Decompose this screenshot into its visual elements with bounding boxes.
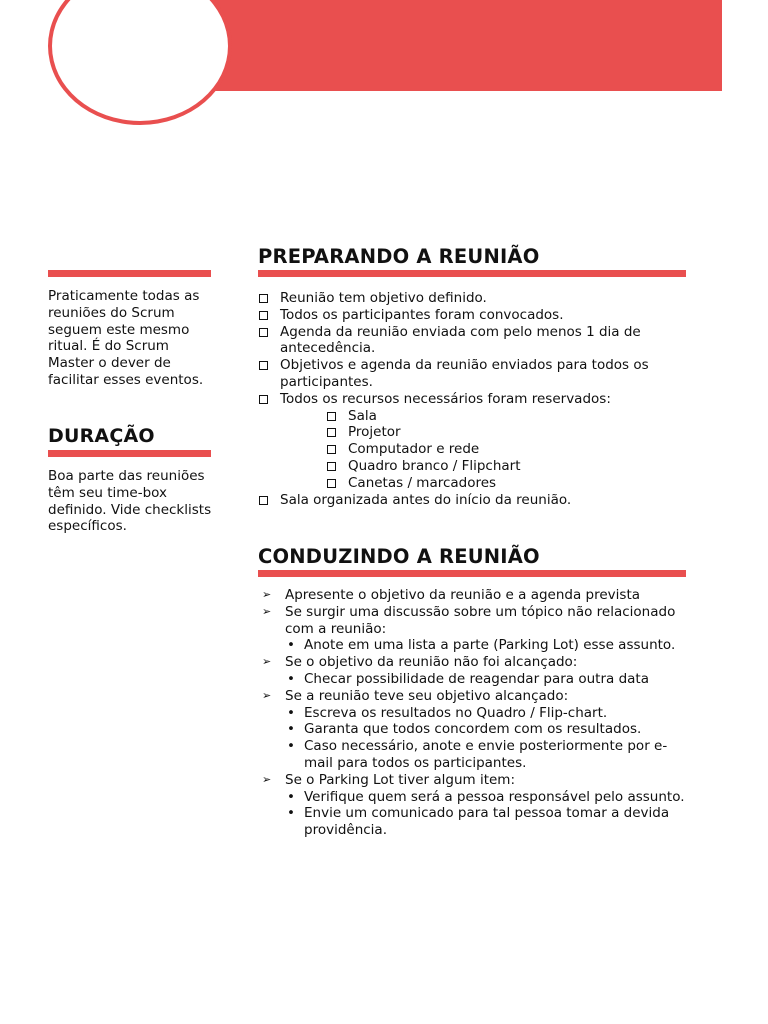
step-sublist (285, 637, 692, 654)
checkbox-icon (259, 328, 268, 337)
checkbox-icon (259, 395, 268, 404)
sub-item (285, 738, 692, 772)
resource-item (326, 475, 698, 492)
bullet-dot-icon: • (287, 637, 295, 654)
conducting-divider (258, 570, 686, 577)
checklist-item-text: Sala organizada antes do início da reunião. (280, 491, 572, 508)
duration-divider (48, 450, 211, 457)
duration-text: Boa parte das reuniões têm seu time-box definido. Vide checklists específicos. (48, 468, 212, 535)
checklist-item-text: Reunião tem objetivo definido. (280, 290, 487, 306)
step-sublist (285, 705, 692, 772)
step-item (262, 604, 692, 654)
sub-item-text: Anote em uma lista a parte (Parking Lot) esse assunto. (304, 637, 676, 654)
arrow-bullet-icon: ➢ (262, 772, 272, 786)
checkbox-icon (259, 311, 268, 320)
sub-item (285, 637, 692, 654)
arrow-bullet-icon: ➢ (262, 655, 272, 669)
checklist-item (258, 324, 698, 358)
checkbox-icon (327, 479, 336, 488)
arrow-bullet-icon: ➢ (262, 688, 272, 702)
bullet-dot-icon: • (287, 788, 295, 805)
checkbox-icon (259, 361, 268, 370)
sub-item-text: Caso necessário, anote e envie posteriormente por e-mail para todos os participantes. (304, 738, 668, 771)
resource-item-text: Canetas / marcadores (348, 474, 497, 491)
checklist-item-text: Objetivos e agenda da reunião enviados para todos os participantes. (280, 357, 649, 390)
step-text: Se o Parking Lot tiver algum item: (285, 771, 516, 788)
resource-item-text: Quadro branco / Flipchart (348, 457, 521, 474)
step-item (262, 587, 692, 604)
checklist-item-text: Todos os participantes foram convocados. (280, 306, 564, 323)
checkbox-icon (327, 462, 336, 471)
checklist-item (258, 357, 698, 391)
duration-heading: DURAÇÃO (48, 425, 155, 447)
bullet-dot-icon: • (287, 805, 295, 822)
conducting-heading: CONDUZINDO A REUNIÃO (258, 545, 540, 568)
sidebar-divider (48, 270, 211, 277)
resource-item (326, 441, 698, 458)
step-sublist (285, 671, 692, 688)
arrow-bullet-icon: ➢ (262, 588, 272, 601)
resource-item-text: Sala (348, 407, 377, 424)
bullet-dot-icon: • (287, 721, 295, 738)
checklist-item (258, 290, 698, 307)
bullet-dot-icon: • (287, 738, 295, 755)
checkbox-icon (259, 294, 268, 303)
checkbox-icon (327, 445, 336, 454)
resource-item (326, 424, 698, 441)
sub-item (285, 721, 692, 738)
step-item (262, 654, 692, 688)
checklist-item-text: Agenda da reunião enviada com pelo menos 1 dia de antecedência. (280, 323, 641, 357)
sub-item-text: Checar possibilidade de reagendar para outra data (304, 670, 650, 687)
checkbox-icon (259, 496, 268, 505)
header-color-bar (212, 0, 722, 91)
checklist-item (258, 391, 698, 492)
step-text: Apresente o objetivo da reunião e a agenda prevista (285, 587, 641, 603)
sub-item-text: Garanta que todos concordem com os resultados. (304, 721, 642, 738)
sub-item-text: Verifique quem será a pessoa responsável pelo assunto. (304, 788, 685, 805)
checkbox-icon (327, 428, 336, 437)
sub-item (285, 805, 692, 839)
checklist-item-text: Todos os recursos necessários foram reservados: (280, 390, 611, 407)
resource-item-text: Projetor (348, 424, 401, 441)
sidebar-intro-text: Praticamente todas as reuniões do Scrum seguem este mesmo ritual. É do Scrum Master o dever de facilitar esses eventos. (48, 288, 204, 388)
sub-item-text: Envie um comunicado para tal pessoa tomar a devida providência. (304, 805, 670, 839)
preparing-heading: PREPARANDO A REUNIÃO (258, 245, 540, 268)
resource-item-text: Computador e rede (348, 441, 480, 458)
bullet-dot-icon: • (287, 670, 295, 687)
bullet-dot-icon: • (287, 704, 295, 721)
checklist-item (258, 492, 698, 509)
resource-item (326, 458, 698, 475)
step-item (262, 772, 692, 839)
sub-item (285, 671, 692, 688)
preparing-checklist (258, 290, 698, 508)
resource-item (326, 408, 698, 425)
step-text: Se a reunião teve seu objetivo alcançado: (285, 687, 569, 704)
resources-sublist (326, 408, 698, 492)
sub-item-text: Escreva os resultados no Quadro / Flip-chart. (304, 704, 608, 721)
sub-item (285, 705, 692, 722)
conducting-steps (262, 587, 692, 839)
checkbox-icon (327, 412, 336, 421)
checklist-item (258, 307, 698, 324)
step-item (262, 688, 692, 772)
arrow-bullet-icon: ➢ (262, 604, 272, 618)
step-text: Se o objetivo da reunião não foi alcançado: (285, 654, 578, 671)
photo-placeholder-circle (48, 0, 232, 125)
step-sublist (285, 789, 692, 839)
preparing-divider (258, 270, 686, 277)
step-text: Se surgir uma discussão sobre um tópico não relacionado com a reunião: (285, 603, 676, 637)
sub-item (285, 789, 692, 806)
